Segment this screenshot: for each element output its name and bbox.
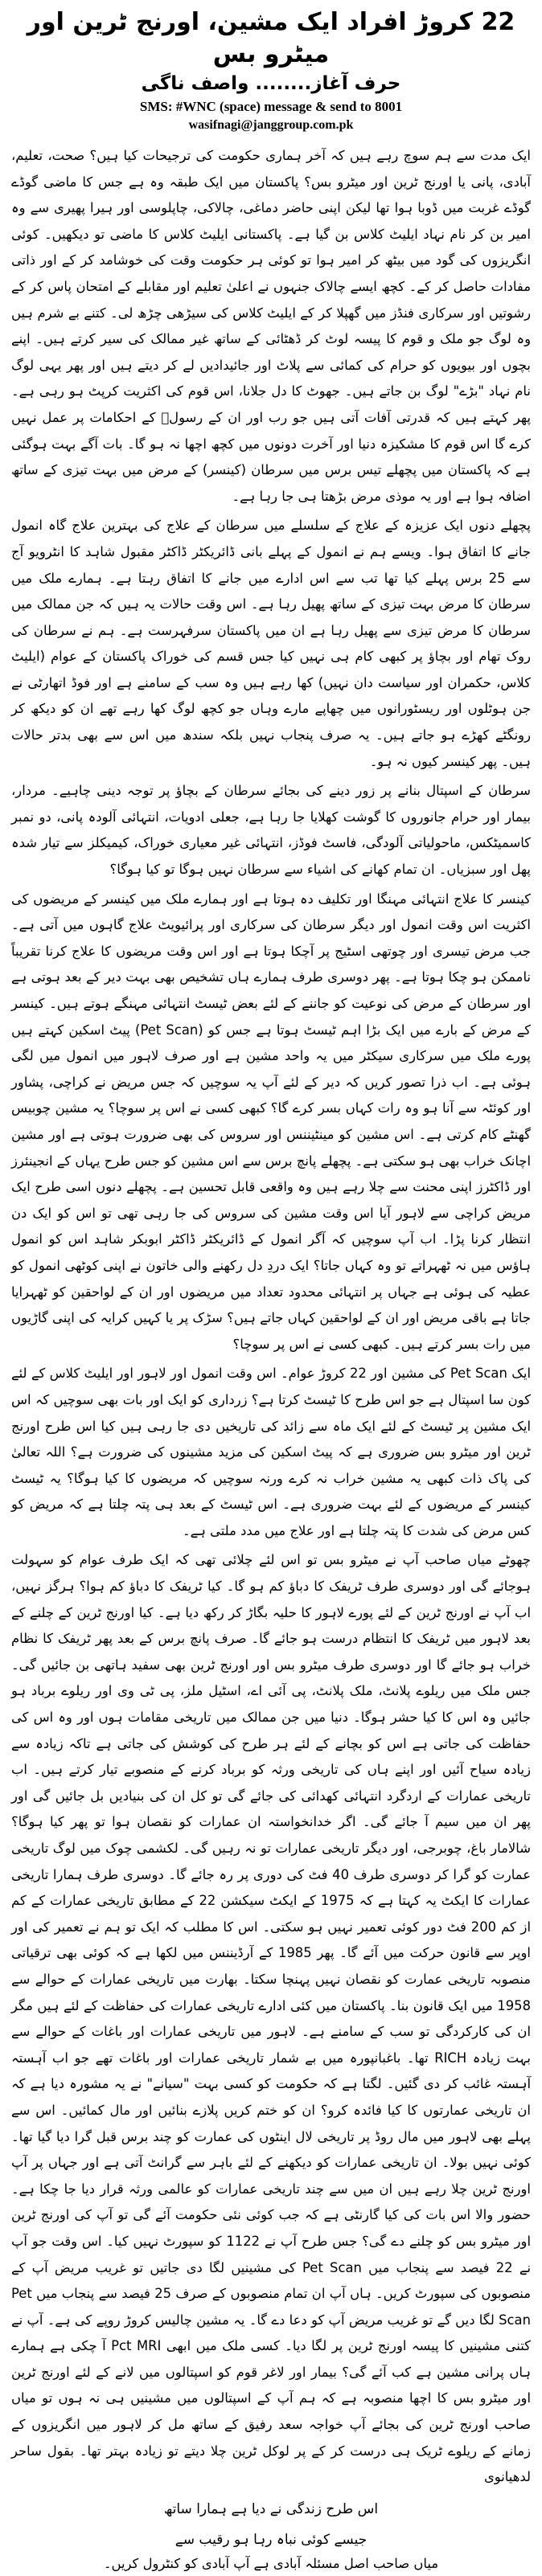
paragraph-anmol-visit: پچھلے دنوں ایک عزیزہ کے علاج کے سلسلے میں سرطان کے علاج کی بہترین علاج گاہ انمول جانے کا اتفاق ہوا۔ ویسے ہم نے انمول کے پہلے بانی ڈائریکٹر ڈاکٹر مقبول شاہد کا انٹرویو آج سے 25 برس پہلے کیا تھا تب سے اس ادارے میں جانے کا اتفاق رہتا ہے۔ ہمارے ملک میں سرطان کا مرض بہت تیزی کے ساتھ پھیل رہا ہے۔ اس وقت حالات یہ ہیں کہ جن ممالک میں سرطان کا مرض تیزی سے پھیل رہا ہے ان میں پاکستان سرفہرست ہے۔ ہم نے سرطان کی روک تھام اور بچاؤ پر کبھی کام ہی نہیں کیا جس قسم کی خوراک پاکستان کے عوام (ایلیٹ کلاس، حکمران اور سیاست دان نہیں) کھا رہے ہیں وہ سب کے سامنے ہے اور فوڈ اتھارٹی نے جن ہوٹلوں اور ریسٹورانوں میں چھاپے مارے وہاں جو کچھ لوگ کھا رہے تھے ان کو دیکھ کر رونگٹے کھڑے ہو جاتے ہیں۔ یہ صرف پنجاب نہیں بلکہ سندھ میں اس سے بھی بدتر حالات ہیں۔ پھر کینسر کیوں نہ ہو۔ [11, 518, 531, 769]
column-byline: حرف آغاز........ واصف ناگی [141, 73, 401, 94]
sms-instructions: SMS: #WNC (space) message & send to 8001 [139, 99, 403, 114]
paragraph-one-machine: ایک Pet Scan کی مشین اور 22 کروڑ عوام۔ اس وقت انمول اور لاہور اور ایلیٹ کلاس کے لئے کون سا اسپتال ہے جو اس طرح کا ٹیسٹ کرتا ہے؟ زرداری کو ایک اور بات بھی سوچیں کہ اس ایک مشین پر ٹیسٹ کے لئے ایک ماہ سے زائد کی تاریخیں دی جا رہی ہیں کیا اس طرح اورنج ٹرین اور میٹرو بس ضروری ہے کہ پیٹ اسکین کی مزید مشینوں کی ضرورت ہے؟ اللہ تعالیٰ کی پاک ذات کبھی یہ مشین خراب نہ کرے ورنہ سوچیں کہ مریضوں کا کیا ہوگا؟ یہ ٹیسٹ کینسر کے مریضوں کے لئے بہت ضروری ہے۔ اس ٹیسٹ کے بعد ہی پتہ چلتا ہے کہ مریض کو کس مرض کی شدت کا پتہ چلتا ہے اور علاج میں مدد ملتی ہے۔ [11, 1366, 532, 1538]
paragraph-intro: ایک مدت سے ہم سوچ رہے ہیں کہ آخر ہماری حکومت کی ترجیحات کیا ہیں؟ صحت، تعلیم، آبادی، پانی یا اورنج ٹرین اور میٹرو بس؟ پاکستان میں ایک طبقہ وہ ہے جس کا ماضی گوڈے گوڈے غربت میں ڈوبا ہوا تھا لیکن اپنی حاضر دماغی، چالاکی، چاپلوسی اور ہیرا پھیری سے وہ امیر بن کر نام نہاد ایلیٹ کلاس بن گیا ہے۔ پاکستانی ایلیٹ کلاس کا ماضی تو دیکھیں۔ کوئی انگریزوں کی گود میں بیٹھ کر امیر ہوا تو کوئی ہر حکومت وقت کی خوشامد کر کے اور ذاتی مفادات حاصل کر کے۔ کچھ ایسے چالاک جنہوں نے اعلیٰ تعلیم اور مقابلے کے امتحان پاس کر کے رشوتیں اور سرکاری فنڈز میں گھپلا کر کے ایلیٹ کلاس کی سیڑھی چڑھ لی۔ کتنے بے شرم ہیں وہ لوگ جو ملک و قوم کا پیسہ لوٹ کر ڈھٹائی کے ساتھ غیر ممالک کی سیر کرتے ہیں۔ اپنے بچوں اور بیویوں کو حرام کی کمائی سے پلاٹ اور جائیدادیں لے کر دیتے ہیں اور پھر یہی لوگ نام نہاد "بڑے" لوگ بن جاتے ہیں۔ جھوٹ کا دل جلانا، اس قوم کی اکثریت کرپٹ ہو رہی ہے۔ پھر کہتے ہیں کہ قدرتی آفات آتی ہیں جو رب اور ان کے رسولؐ کے احکامات پر عمل نہیں کرے گا اس قوم کا مشکیزہ دنیا اور آخرت دونوں میں کچھ اچھا نہ ہو گا۔ بات آگے بہت ہوگئی ہے کہ پاکستان میں پچھلے تیس برس میں سرطان (کینسر) کے مرض میں بہت تیزی کے ساتھ اضافہ ہوا ہے اور یہ موذی مرض بڑھتا ہی جا رہا ہے۔ [11, 148, 531, 504]
author-email: wasifnagi@janggroup.com.pk [188, 118, 354, 132]
paragraph-pet-scan: کینسر کا علاج انتہائی مہنگا اور تکلیف دہ ہوتا ہے اور ہمارے ملک میں کینسر کے مریضوں کی اکثریت اس وقت انمول اور دیگر سرطان کی سرکاری اور پرائیویٹ علاج گاہوں میں آتی ہے۔ جب مرض تیسری اور چوتھی اسٹیج پر آچکا ہوتا ہے اور اس وقت مریضوں کا علاج کرنا تقریباً ناممکن ہو چکا ہوتا ہے۔ پھر دوسری طرف ہمارے ہاں تشخیص بھی بہت دیر کے بعد ہوتی ہے اور سرطان کے مرض کی نوعیت کو جاننے کے لئے بعض ٹیسٹ انتہائی مہنگے ہوتے ہیں۔ کینسر کے مرض کے بارے میں ایک بڑا اہم ٹیسٹ ہوتا ہے جس کو (Pet Scan) پیٹ اسکین کہتے ہیں پورے ملک میں سرکاری سیکٹر میں یہ واحد مشین ہے اور صرف لاہور میں انمول میں لگی ہوئی ہے۔ اب ذرا تصور کریں کہ دیر کے لئے آپ یہ سوچیں کہ جس مریض نے کراچی، پشاور اور کوئٹہ سے آنا ہو وہ رات کہاں بسر کرے گا؟ کبھی کسی نے اس پر سوچا؟ یہ مشین چوبیس گھنٹے کام کرتی ہے۔ اس مشین کو مینٹیننس اور سروس کی بھی ضرورت ہوتی ہے اور مشین اچانک خراب بھی ہو سکتی ہے۔ پچھلے پانچ برس سے اس مشین کو جس طرح یہاں کے انجینئرز اور ڈاکٹرز اپنی محنت سے چلا رہے ہیں وہ واقعی قابل تحسین ہے۔ پچھلے دنوں اسی طرح ایک مریض کراچی سے لاہور آیا اس وقت مشین کی سروس کی جا رہی تھی تو اس کو ایک دن انتظار کرنا پڑا۔ اب آپ سوچیں کہ آگر انمول کے ڈائریکٹر ڈاکٹر ابوبکر شاہد اس کو انمول ہاؤس میں نہ ٹھہراتے تو وہ کہاں جاتا؟ ایک دردِ دل رکھنے والی خاتون نے اپنی کوٹھی انمول کو عطیہ کی ہوئی ہے جہاں پر انتہائی محدود تعداد میں مریضوں اور ان کے لواحقین کو ٹھہرایا جاتا ہے باقی مریض اور ان کے لواحقین کہاں جاتے ہیں؟ سڑک پر یا کہیں کرایہ کی اپنی گاڑیوں میں رات بسر کرتے ہیں۔ کبھی کسی نے اس پر سوچا؟ [11, 891, 531, 1352]
paragraph-orange-train: چھوٹے میاں صاحب آپ نے میٹرو بس تو اس لئے چلائی تھی کہ ایک طرف عوام کو سہولت ہوجائے گی اور دوسری طرف ٹریفک کا دباؤ کم ہو گا۔ کیا ٹریفک کا دباؤ کم ہوا؟ ہرگز نہیں، اب آپ نے اورنج ٹرین کے لئے پورے لاہور کا حلیہ بگاڑ کر رکھ دیا ہے۔ کیا اورنج ٹرین کے چلنے کے بعد لاہور میں ٹریفک کا انتظام درست ہو جائے گا۔ صرف پانچ برس کے بعد پھر ٹریفک کا نظام خراب ہو جائے گا اور دوسری طرف میٹرو بس اور اورنج ٹرین بھی سفید ہاتھی بن جائیں گی۔ جس ملک میں ریلوے پلانٹ، ملک پلانٹ، پی آئی اے، اسٹیل ملز، پی ٹی وی اور ریلوے برباد ہو جائیں وہ اس کا کیا حشر ہوگا۔ دنیا میں جن ممالک میں تاریخی مقامات ہوں اور وہ اس کی حفاظت کی جاتی ہے اس کو بچانے کے لئے ہر طرح کی کوشش کی جاتی ہے تاکہ زیادہ سے زیادہ سیاح آئیں اور اپنے ہاں کی تاریخی ورثہ کو برباد کرنے کے منصوبے تیار کرتے ہیں۔ اب تاریخی عمارات کے اردگرد انتہائی کھدائی کی جائے گی تو کل ان کی بنیادیں بل جائیں گی اور پھر ان میں سیم آ جائے گی۔ اگر خدانخواستہ ان عمارات کو نقصان ہوا تو پھر کیا ہوگا؟ شالامار باغ، چوبرجی، اور دیگر تاریخی عمارات تو نہ رہیں گی۔ لکشمی چوک میں لوگ تاریخی عمارت کو گرا کر دوسری طرف 40 فٹ کی دوری پر رہ جائے گا۔ دوسری طرف ہمارا تاریخی عمارات کا ایکٹ یہ کہتا ہے کہ 1975 کے ایکٹ سیکشن 22 کے مطابق تاریخی عمارات کے کم از کم 200 فٹ دور کوئی تعمیر نہیں ہو سکتی۔ اس کا مطلب کہ ایک تو ہم نے تعمیر کی اور اوپر سے قانون حرکت میں آئے گا۔ پھر 1985 کے آرڈیننس میں لکھا ہے کہ کوئی بھی ترقیاتی منصوبہ تاریخی عمارت کو نقصان نہیں پہنچا سکتا۔ بھارت میں تاریخی عمارات کے حوالے سے 1958 میں ایک قانون بنا۔ پاکستان میں کئی ادارے تاریخی عمارات کی حفاظت کے لئے ہیں مگر ان کی کارکردگی تو سب کے سامنے ہے۔ لاہور میں تاریخی عمارات اور باغات کے حوالے سے بہت زیادہ RICH تھا۔ باغبانپورہ میں بے شمار تاریخی عمارات اور باغات تھے جو اب آہستہ آہستہ غائب کر دی گئیں۔ لگتا ہے کہ حکومت کو کسی بہت "سیانے" نے یہ مشورہ دیا ہے کہ ان تاریخی عمارتوں کا کیا فائدہ کرو؟ ان کو ختم کریں پلازے بنائیں اور مال کمائیں۔ اس سے پہلے بھی لاہور میں مال روڈ پر تاریخی لال اینٹوں کی عمارت کو چند برس قبل گرا دیا گیا تھا۔ کوئی نہیں بولا۔ ان تاریخی عمارات کو دیکھنے کے لئے باہر سے گرانٹ آتی ہے اور جہاں پر آپ اورنج ٹرین چلا رہے ہیں ان میں سے چند تاریخی عمارات کو عالمی ورثہ قرار دیا جا چکا ہے۔ حضور والا اس بات کی کیا گارنٹی ہے کہ جب کوئی نئی حکومت آئے گی تو آپ کی اورنج ٹرین اور میٹرو بس کو چلنے دے گی؟ جس طرح آپ نے 1122 کو سپورٹ نہیں کیا۔ اس وقت جو آپ نے 22 فیصد سے پنجاب میں Pet Scan کی مشینیں لگا دی جاتیں تو غریب مریض آپ کے منصوبوں کی سپورٹ کریں۔ ہاں آپ ان تمام منصوبوں کے صرف 25 فیصد سے پنجاب میں Pet Scan لگا دیں گے تو غریب مریض آپ کو دعا دے گا۔ یہ مشین چالیس کروڑ روپے کی ہے۔ آپ نے کتنی مشینیں کا پیسہ اورنج ٹرین پر لگا دیا۔ کسی ملک میں ابھی Pct MRI آ چکی ہے ہمارے ہاں پرانی مشین ہے کب آئے گی؟ بیمار اور لاغر قوم کو اسپتالوں میں لانے کے لئے اورنج ٹرین اور میٹرو بس کا اچھا منصوبہ ہے کہ ہم آپ کے اسپتالوں میں مشینیں ہی نہ ہوں تو میاں صاحب اورنج ٹرین کی بجائے آپ خواجہ سعد رفیق کے ساتھ مل کر لاہور میں انگریزوں کے زمانے کے ریلوے ٹریک ہی درست کر کے پر لوکل ٹرین چلا دیتے تو زیادہ بہتر تھا۔ بقول ساحر لدھیانوی [11, 1552, 532, 2485]
closing-line: میاں صاحب اصل مسئلہ آبادی ہے آپ آبادی کو کنٹرول کریں۔ [103, 2555, 439, 2571]
poem-line-2: جیسے کوئی نباہ رہا ہو رقیب سے [175, 2531, 367, 2548]
poem-line-1: اس طرح زندگی نے دیا ہے ہمارا ساتھ [163, 2500, 379, 2517]
column-title: 22 کروڑ افراد ایک مشین، اورنج ٹرین اور میٹرو بس [27, 8, 515, 68]
paragraph-cancer-prevention: سرطان کے اسپتال بنانے پر زور دینے کی بجائے سرطان کے بچاؤ پر توجہ دینی چاہیے۔ مردار، بیمار اور حرام جانوروں کا گوشت کھلایا جا رہا ہے، جعلی ادویات، انتہائی آلودہ پانی، دو نمبر کاسمیٹکس، ماحولیاتی آلودگی، فاسٹ فوڈز، انتہائی غیر معیاری خوراک، کیمیکلز سے تیار شدہ پھل اور سبزیاں۔ ان تمام کھانے کی اشیاء سے سرطان نہیں ہوگا تو کیا ہوگا؟ [11, 783, 531, 878]
